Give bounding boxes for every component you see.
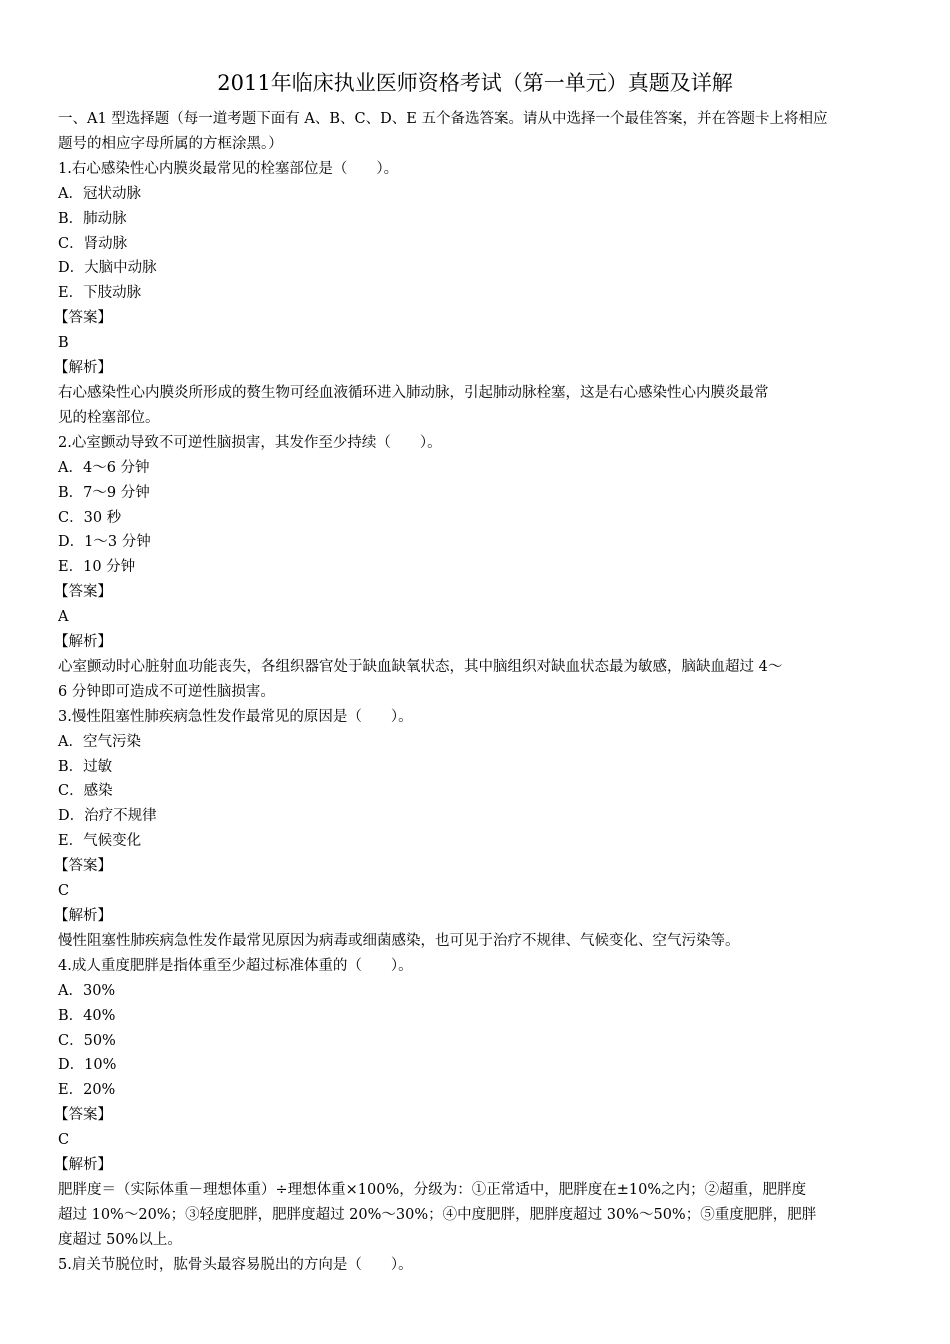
analysis-heading: 【解析】 [54, 908, 112, 924]
section-intro-line-1: 一、A1 型选择题（每一道考题下面有 A、B、C、D、E 五个备选答案。请从中选择一个最佳答案，并在答题卡上将相应 [58, 111, 828, 127]
option-a: A．4～6 分钟 [58, 459, 150, 476]
option-a: A．空气污染 [58, 733, 141, 750]
analysis-line: 慢性阻塞性肺疾病急性发作最常见原因为病毒或细菌感染，也可见于治疗不规律、气候变化、空气污染等。 [58, 932, 740, 949]
answer-heading: 【答案】 [54, 1107, 112, 1124]
answer-value: C [58, 1132, 70, 1149]
option-b: B．40% [58, 1007, 116, 1024]
question-2 [54, 431, 892, 705]
option-d: D．1～3 分钟 [58, 534, 151, 551]
analysis-heading: 【解析】 [54, 634, 112, 651]
option-b: B．过敏 [58, 758, 113, 775]
answer-value: C [58, 883, 70, 900]
option-a: A．冠状动脉 [58, 185, 141, 202]
option-d: D．10% [58, 1057, 117, 1074]
option-c: C．肾动脉 [58, 235, 128, 252]
analysis-line: 超过 10%～20%；③轻度肥胖，肥胖度超过 20%～30%；④中度肥胖，肥胖度超过 30%～50%；⑤重度肥胖，肥胖 [58, 1206, 817, 1223]
answer-heading: 【答案】 [54, 310, 112, 327]
option-b: B．肺动脉 [58, 210, 127, 227]
analysis-line: 肥胖度＝（实际体重－理想体重）÷理想体重×100%，分级为：①正常适中，肥胖度在±10%之内；②超重，肥胖度 [58, 1181, 807, 1198]
option-e: E．下肢动脉 [58, 285, 142, 302]
analysis-line: 见的栓塞部位。 [58, 409, 160, 426]
question-1 [54, 157, 892, 431]
option-c: C．50% [58, 1032, 116, 1049]
option-e: E．10 分钟 [58, 559, 136, 576]
option-b: B．7～9 分钟 [58, 484, 150, 501]
analysis-heading: 【解析】 [54, 1157, 112, 1174]
analysis-heading: 【解析】 [54, 360, 112, 377]
question-stem: 2.心室颤动导致不可逆性脑损害，其发作至少持续（ ）。 [58, 434, 442, 451]
answer-value: A [58, 609, 69, 626]
analysis-line: 心室颤动时心脏射血功能丧失，各组织器官处于缺血缺氧状态，其中脑组织对缺血状态最为敏感，脑缺血超过 4～ [58, 658, 783, 675]
analysis-line: 右心感染性心内膜炎所形成的赘生物可经血液循环进入肺动脉，引起肺动脉栓塞，这是右心感染性心内膜炎最常 [58, 384, 769, 401]
analysis-line: 度超过 50%以上。 [58, 1231, 182, 1248]
section-intro-line-2: 题号的相应字母所属的方框涂黑。） [58, 135, 283, 152]
question-stem: 3.慢性阻塞性肺疾病急性发作最常见的原因是（ ）。 [58, 708, 413, 725]
option-e: E．20% [58, 1082, 116, 1099]
question-3 [54, 705, 892, 954]
answer-value: B [58, 335, 69, 352]
option-c: C．30 秒 [58, 509, 122, 526]
question-5 [58, 1253, 892, 1278]
question-stem: 1.右心感染性心内膜炎最常见的栓塞部位是（ ）。 [58, 160, 399, 177]
option-d: D．治疗不规律 [58, 808, 157, 825]
question-4 [54, 954, 892, 1253]
document-title: 2011年临床执业医师资格考试（第一单元）真题及详解 [217, 71, 733, 95]
answer-heading: 【答案】 [54, 584, 112, 601]
analysis-line: 6 分钟即可造成不可逆性脑损害。 [58, 683, 275, 700]
option-e: E．气候变化 [58, 833, 142, 850]
option-a: A．30% [58, 982, 116, 999]
question-stem: 4.成人重度肥胖是指体重至少超过标准体重的（ ）。 [58, 957, 413, 974]
question-stem: 5.肩关节脱位时，肱骨头最容易脱出的方向是（ ）。 [58, 1256, 413, 1273]
answer-heading: 【答案】 [54, 858, 112, 875]
option-c: C．感染 [58, 783, 113, 800]
option-d: D．大脑中动脉 [58, 260, 157, 277]
